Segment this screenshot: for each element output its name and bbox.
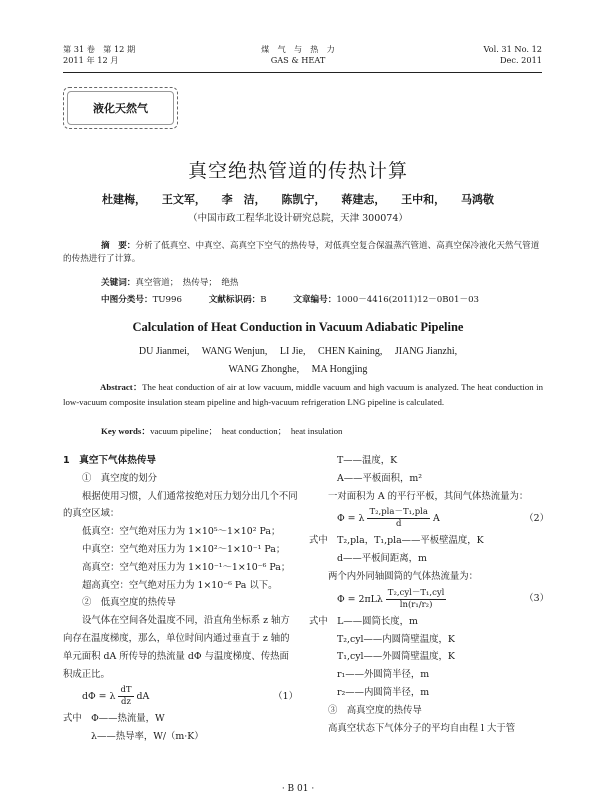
abstract-en-label: Abstract： [100,382,143,392]
subsection-high-vacuum-conduction: ③ 高真空度的热传导 [328,704,422,716]
equation-2 [337,507,549,530]
eq2-lhs: Φ = λ [337,513,365,525]
def-inner-wall-temperature: T₂,cyl——内圆筒壁温度，K [337,633,455,645]
authors-en-line2: WANG Zhonghe, MA Hongjing [228,364,368,375]
journal-volume-en [483,44,542,66]
middle-vacuum-range: 中真空：空气绝对压力为 1×10²～1×10⁻¹ Pa； [82,543,286,555]
keywords-cn [101,276,239,288]
header-divider [63,72,542,73]
clc-label: 中图分类号： [101,295,153,305]
equation-1-number: （1） [273,690,298,702]
def-temperature: T——温度，K [337,455,398,466]
equation-3 [337,588,549,611]
volume-no-en: Vol. 31 No. 12 [483,44,542,54]
def-inner-radius: r₂——内圆筒半径，m [337,686,430,698]
def-plate-area: A——平板面积，m² [337,472,423,484]
def-outer-radius: r₁——外圆筒半径，m [337,669,430,681]
equation-2-body [337,507,440,530]
eq2-numerator: T₂,pla－T₁,pla [369,507,428,518]
eq3-fraction [386,588,447,611]
paragraph-vacuum-intro: 根据使用习惯，人们通常按绝对压力划分出几个不同的真空区域： [63,490,298,520]
eq2-denominator: d [395,519,402,530]
def-outer-wall-temperature: T₁,cyl——外圆筒壁温度，K [337,651,455,663]
def-heat-flow: 式中 Φ——热流量，W [63,713,165,725]
body-left-column [63,452,298,746]
authors-en [60,343,536,379]
authors-en-line1: DU Jianmei, WANG Wenjun, LI Jie, CHEN Kaining, JIANG Jianzhi, [138,346,458,357]
abstract-cn-label: 摘 要： [101,241,136,251]
equation-1-body [82,685,149,708]
paragraph-parallel-plates: 一对面积为 A 的平行平板，其间气体热流量为： [328,490,529,502]
journal-name-cn: 煤 气 与 热 力 [261,44,335,54]
def-thermal-conductivity: λ——热导率，W/（m·K） [91,731,204,743]
affiliation-cn: （中国市政工程华北设计研究总院，天津 300074） [188,213,408,224]
section-stamp [63,87,178,129]
classification-line [101,293,503,305]
def-plate-wall-temperature: 式中 T₂,pla，T₁,pla——平板壁温度，K [309,535,484,547]
article-no-label: 文章编号： [293,295,337,305]
eq2-tail: A [432,513,440,525]
equation-3-number: （3） [524,593,549,605]
eq1-denominator: dz [121,697,131,708]
issue-date-text: 2011 年 12 月 [63,55,119,65]
subsection-vacuum-classes: ① 真空度的划分 [82,472,158,484]
ultra-high-vacuum-range: 超高真空：空气绝对压力为 1×10⁻⁶ Pa 以下。 [82,579,278,591]
subsection-low-vacuum-conduction: ② 低真空度的热传导 [82,597,176,609]
doc-code [209,295,267,305]
eq1-lhs: dΦ = λ [82,691,116,703]
article-no-value: 1000－4416(2011)12－0B01－03 [336,295,480,305]
article-no [293,295,479,305]
equation-3-body [337,588,446,611]
eq3-denominator: ln(r₁/r₂) [399,599,433,610]
clc [101,295,182,305]
high-vacuum-range: 高真空：空气绝对压力为 1×10⁻¹～1×10⁻⁶ Pa； [82,561,291,573]
eq2-fraction [367,507,430,530]
equation-2-number: （2） [524,512,549,524]
abstract-cn-text: 分析了低真空、中真空、高真空下空气的热传导，对低真空复合保温蒸汽管道、高真空保冷液化天然气管道的传热进行了计算。 [63,241,540,264]
keywords-en [101,424,342,437]
doc-code-value: B [260,295,267,305]
def-cylinder-length: 式中 L——圆筒长度，m [309,615,418,627]
paper-title-cn: 真空绝热管道的传热计算 [187,160,408,182]
eq1-fraction [118,685,133,708]
body-right-column [309,452,549,737]
keywords-cn-text: 真空管道； 热传导； 绝热 [135,278,239,288]
paragraph-coaxial-cylinders: 两个内外同轴圆筒的气体热流量为： [328,570,479,582]
low-vacuum-range: 低真空：空气绝对压力为 1×10⁵～1×10² Pa； [82,526,281,538]
equation-1 [82,685,298,708]
page-number: · B 01 · [281,784,315,794]
eq1-numerator: dT [120,685,132,696]
clc-value: TU996 [152,295,182,305]
date-en: Dec. 2011 [499,55,542,65]
keywords-en-text: vacuum pipeline； heat conduction； heat insulation [150,426,343,436]
eq3-numerator: T₂,cyl－T₁,cyl [387,587,445,598]
abstract-cn [63,240,543,266]
volume-issue-text: 第 31 卷 第 12 期 [63,44,136,54]
keywords-en-label: Key words： [101,426,151,436]
abstract-en-text: The heat conduction of air at low vacuum, middle vacuum and high vacuum is analyzed. The heat conduction in low-vacuum composite insulation steam pipeline and high-vacuum refrigeration LNG pipeline is calculated. [63,382,543,407]
section-stamp-label: 液化天然气 [67,91,174,125]
section-heading-1: 1 真空下气体热传导 [63,455,157,466]
eq3-lhs: Φ = 2πLλ [337,593,383,605]
paragraph-mean-free-path: 高真空状态下气体分子的平均自由程 l 大于管 [328,722,516,734]
journal-name-en: GAS & HEAT [270,55,326,65]
abstract-en [63,380,543,409]
def-plate-distance: d——平板间距离，m [337,553,427,565]
keywords-cn-label: 关键词： [101,278,136,288]
paper-title-en: Calculation of Heat Conduction in Vacuum Adiabatic Pipeline [132,320,464,334]
authors-cn: 杜建梅， 王文军， 李 洁， 陈凯宁， 蒋建志， 王中和， 马鸿敬 [102,193,494,206]
eq1-tail: dA [136,691,150,703]
doc-code-label: 文献标识码： [208,295,261,305]
paragraph-temperature-gradient: 设气体在空间各处温度不同，沿直角坐标系 z 轴方向存在温度梯度，那么，单位时间内通过垂直于 z 轴的单元面积 dA 所传导的热流量 dΦ 与温度梯度、传热面积成正比。 [63,615,290,680]
